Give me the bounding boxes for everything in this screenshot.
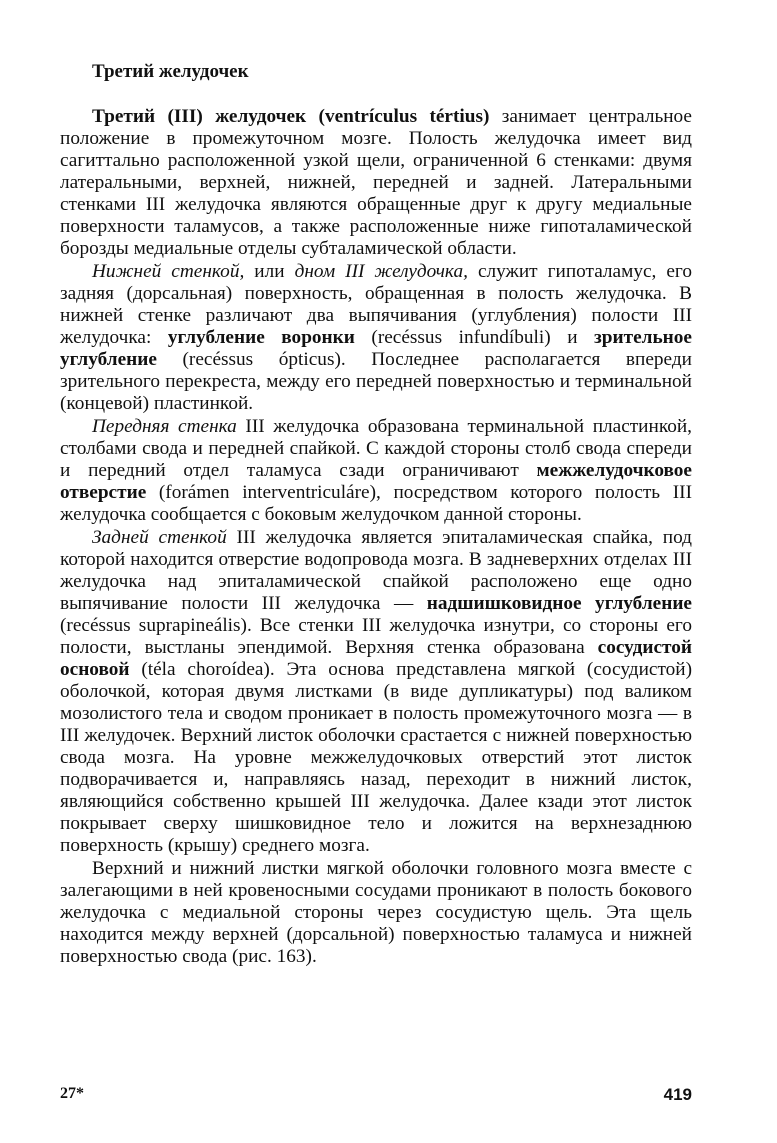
bold-term: сосудистой основой <box>60 637 692 680</box>
bold-term: зрительное углубление <box>60 327 692 370</box>
text-run: (recéssus suprapineális). Все стенки III желудочка изнутри, со стороны его полости, выстланы эпендимой. Верхняя стенка образована <box>60 615 692 658</box>
italic-term: дном III желудочка, <box>294 261 468 282</box>
page-number: 419 <box>663 1085 692 1104</box>
bold-term: надшишковидное углубление <box>426 593 692 614</box>
text-run: III желудочка является эпиталамическая спайка, под которой находится отверстие водопровода мозга. В задневерхних отделах III желудочка над эпиталамической спайкой расположено еще одно выпячивание полости III желудочка — <box>60 527 692 614</box>
text-run: (téla choroídea). Эта основа представлена мягкой (сосудистой) оболочкой, которая двумя листками (в виде дупликатуры) под валиком мозолистого тела и сводом проникает в полость промежуточного мозга — в III желудочек. Верхний листок оболочки срастается с нижней поверхностью свода мозга. На уровне межжелудочковых отверстий этот листок подворачивается и, направляясь назад, переходит в нижний листок, являющийся собственно крышей III желудочка. Далее кзади этот листок покрывает сверху шишковидное тело и ложится на верхнезаднюю поверхность (крышу) среднего мозга. <box>60 659 692 856</box>
text-run: Верхний и нижний листки мягкой оболочки головного мозга вместе с залегающими в ней кровеносными сосудами проникают в полость бокового желудочка с медиальной стороны через сосудистую щель. Эта щель находится между верхней (дорсальной) поверхностью таламуса и нижней поверхностью свода (рис. 163). <box>60 858 692 967</box>
paragraph <box>60 527 692 857</box>
bold-term: межжелудочковое отверстие <box>60 460 692 503</box>
text-run: (forámen interventriculáre), посредством которого полость III желудочка сообщается с боковым желудочком данной стороны. <box>60 482 692 525</box>
section-heading: Третий желудочек <box>92 61 249 82</box>
bold-term: углубление воронки <box>167 327 355 348</box>
paragraph <box>60 858 692 968</box>
italic-term: Передняя стенка <box>92 416 237 437</box>
text-run: (recéssus infundíbuli) и <box>354 327 595 348</box>
paragraphs <box>60 106 692 968</box>
bold-term: Третий (III) желудочек (ventrículus tértius) <box>92 106 490 127</box>
text-run: III желудочка образована терминальной пластинкой, столбами свода и передней спайкой. С каждой стороны столб свода спереди и передний отдел таламуса сзади ограничивают <box>60 416 692 481</box>
text-run: служит гипоталамус, его задняя (дорсальная) поверхность, обращенная в полость желудочка. В нижней стенке различают два выпячивания (углубления) полости III желудочка: <box>60 261 692 348</box>
signature-mark: 27* <box>60 1085 84 1102</box>
text-run: (recéssus ópticus). Последнее располагается впереди зрительного перекреста, между его передней поверхностью и терминальной (концевой) пластинкой. <box>60 349 692 414</box>
text-body <box>60 58 692 968</box>
text-run: или <box>244 261 295 282</box>
paragraph <box>60 106 692 260</box>
paragraph <box>60 261 692 415</box>
paragraph <box>60 416 692 526</box>
italic-term: Нижней стенкой, <box>92 261 245 282</box>
italic-term: Задней стенкой <box>92 527 227 548</box>
text-run: занимает центральное положение в промежуточном мозге. Полость желудочка имеет вид сагиттально расположенной узкой щели, ограниченной 6 стенками: двумя латеральными, верхней, нижней, передней и задней. Латеральными стенками III желудочка являются обращенные друг к другу медиальные поверхности таламусов, а также расположенные ниже гипоталамической борозды медиальные отделы субталамической области. <box>60 106 692 259</box>
